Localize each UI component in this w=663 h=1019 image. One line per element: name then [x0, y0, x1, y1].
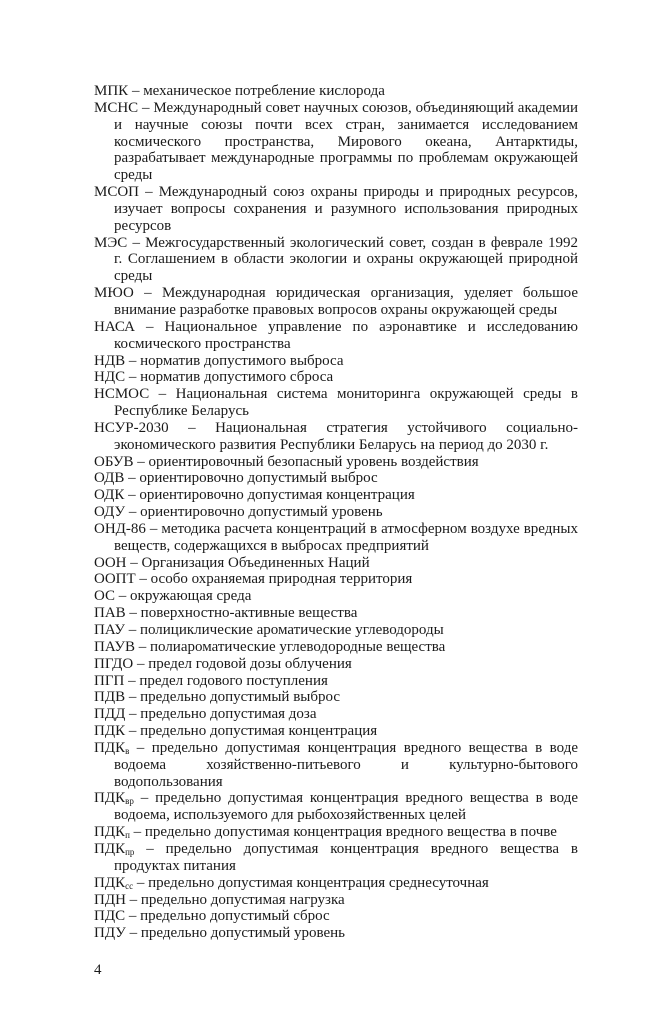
abbreviation-entry — [94, 875, 578, 892]
abbreviation-entry — [94, 622, 578, 639]
dash-separator: – — [127, 234, 146, 251]
abbreviation-term: МПК — [94, 83, 129, 99]
dash-separator: – — [125, 504, 141, 521]
abbreviation-definition: предельно допустимый выброс — [140, 689, 341, 706]
abbreviation-term: ПДВ — [94, 689, 126, 706]
dash-separator: – — [133, 453, 149, 470]
abbreviation-definition: Международная юридическая организация, уделяет большое внимание разработке правовых вопросов охраны окружающей среды — [114, 285, 578, 318]
abbreviation-entry — [94, 740, 578, 791]
abbreviation-entry — [94, 689, 578, 706]
abbreviation-term: ПДК — [94, 874, 126, 891]
abbreviation-entry — [94, 673, 578, 690]
abbreviation-definition: предельно допустимая доза — [140, 706, 317, 723]
abbreviation-term: ООПТ — [94, 571, 136, 588]
abbreviation-definition: норматив допустимого сброса — [140, 369, 334, 386]
dash-separator: – — [115, 588, 131, 605]
abbreviation-entry — [94, 454, 578, 471]
abbreviation-definition: Межгосударственный экологический совет, создан в феврале 1992 г. Соглашением в области экологии и охраны окружающей природной среды — [114, 234, 578, 285]
abbreviation-entry — [94, 420, 578, 454]
abbreviation-definition: ориентировочно допустимый выброс — [139, 470, 378, 487]
abbreviation-entry — [94, 588, 578, 605]
dash-separator: – — [125, 706, 141, 723]
abbreviation-term: НСУР-2030 — [94, 419, 169, 436]
abbreviation-entry — [94, 571, 578, 588]
dash-separator: – — [124, 470, 140, 487]
abbreviation-term: ПДК — [94, 840, 126, 857]
dash-separator: – — [126, 554, 142, 571]
dash-separator: – — [125, 723, 141, 740]
page-number: 4 — [94, 962, 102, 979]
abbreviation-entry — [94, 369, 578, 386]
abbreviation-definition: Организация Объединенных Наций — [141, 554, 370, 571]
abbreviation-term: МСНС — [94, 99, 139, 116]
dash-separator: – — [125, 369, 141, 386]
abbreviation-definition: поверхностно-активные вещества — [140, 605, 358, 622]
abbreviation-subscript: п — [125, 830, 130, 841]
dash-separator: – — [125, 908, 141, 925]
abbreviation-term: ПДС — [94, 908, 126, 925]
abbreviation-definition: предельно допустимая концентрация среднесуточная — [148, 874, 489, 891]
abbreviation-definition: Международный совет научных союзов, объединяющий академии и научные союзы почти всех стран, занимается исследованием космического пространства, Мирового океана, Антарктиды, разрабатывает международные программы по проблемам окружающей среды — [114, 99, 578, 184]
abbreviation-definition: Национальное управление по аэронавтике и исследованию космического пространства — [114, 318, 579, 352]
dash-separator: – — [125, 891, 141, 908]
dash-separator: – — [125, 925, 141, 942]
abbreviation-term: МЭС — [94, 234, 128, 251]
abbreviation-term: ПАУ — [94, 622, 125, 638]
abbreviation-term: ПДК — [94, 723, 126, 740]
abbreviation-entry — [94, 100, 578, 184]
abbreviation-entry — [94, 285, 578, 319]
abbreviation-definition: ориентировочный безопасный уровень воздействия — [148, 453, 479, 470]
abbreviation-entry — [94, 892, 578, 909]
dash-separator: – — [125, 352, 141, 369]
abbreviation-entry — [94, 470, 578, 487]
abbreviation-definition: предельно допустимая концентрация — [140, 723, 378, 740]
abbreviation-term: ПДК — [94, 739, 126, 756]
dash-separator: – — [135, 571, 151, 588]
abbreviation-term: НАСА — [94, 318, 136, 335]
abbreviation-definition: предел годовой дозы облучения — [148, 655, 352, 672]
abbreviation-entry — [94, 555, 578, 572]
abbreviation-definition: ориентировочно допустимая концентрация — [139, 487, 415, 504]
abbreviation-definition: предельно допустимый сброс — [140, 908, 330, 925]
abbreviation-definition: предельно допустимая нагрузка — [140, 891, 345, 908]
abbreviation-subscript: в — [125, 745, 130, 756]
dash-separator: – — [134, 840, 166, 857]
abbreviation-term: ПДН — [94, 891, 126, 908]
abbreviation-entry — [94, 790, 578, 824]
abbreviation-definition: предельно допустимая концентрация вредного вещества в воде водоема, используемого для рыбохозяйственных целей — [114, 790, 578, 824]
dash-separator: – — [124, 672, 140, 689]
abbreviation-definition: механическое потребление кислорода — [143, 83, 385, 99]
abbreviation-entry — [94, 841, 578, 875]
dash-separator: – — [145, 520, 162, 537]
dash-separator: – — [133, 874, 149, 891]
abbreviation-term: ПДУ — [94, 925, 126, 942]
abbreviation-term: ПГП — [94, 672, 125, 689]
dash-separator: – — [129, 824, 145, 841]
abbreviation-term: ПАУВ — [94, 638, 135, 655]
abbreviation-term: ОДК — [94, 487, 125, 504]
dash-separator: – — [135, 318, 165, 335]
dash-separator: – — [125, 605, 141, 622]
abbreviation-definition: методика расчета концентраций в атмосферном воздухе вредных веществ, содержащихся в выбросах предприятий — [114, 520, 578, 554]
abbreviation-definition: предельно допустимый уровень — [140, 925, 346, 942]
abbreviation-term: ОС — [94, 588, 116, 605]
abbreviation-entry — [94, 319, 578, 353]
abbreviation-entry — [94, 184, 578, 235]
abbreviation-definition: окружающая среда — [130, 588, 252, 605]
abbreviation-term: ОДУ — [94, 504, 126, 521]
abbreviation-entry — [94, 824, 578, 841]
abbreviation-entry — [94, 723, 578, 740]
abbreviation-entry — [94, 908, 578, 925]
abbreviation-entry — [94, 504, 578, 521]
dash-separator: – — [138, 99, 154, 116]
abbreviation-term: ПАВ — [94, 605, 126, 622]
abbreviation-term: НДВ — [94, 352, 126, 369]
abbreviation-entry — [94, 706, 578, 723]
abbreviation-term: ПДД — [94, 706, 126, 723]
abbreviation-definition: предельно допустимая концентрация вредного вещества в воде водоема хозяйственно-питьевого и культурно-бытового водопользования — [114, 739, 578, 790]
abbreviation-term: ОНД-86 — [94, 520, 146, 537]
abbreviation-term: ОДВ — [94, 470, 125, 487]
dash-separator: – — [133, 790, 156, 807]
abbreviation-definition: полиароматические углеводородные вещества — [149, 638, 446, 655]
abbreviation-subscript: пр — [125, 846, 135, 857]
abbreviation-term: ПГДО — [94, 655, 134, 672]
dash-separator: – — [133, 285, 162, 302]
abbreviation-subscript: сс — [125, 880, 134, 891]
abbreviation-entry — [94, 353, 578, 370]
dash-separator: – — [124, 622, 140, 638]
abbreviation-term: ООН — [94, 554, 127, 571]
abbreviation-definition: полициклические ароматические углеводороды — [139, 622, 444, 638]
abbreviation-definition: предел годового поступления — [139, 672, 328, 689]
abbreviation-list — [94, 83, 578, 942]
abbreviation-definition: норматив допустимого выброса — [140, 352, 344, 369]
abbreviation-entry — [94, 605, 578, 622]
abbreviation-term: ПДК — [94, 790, 126, 807]
abbreviation-definition: предельно допустимая концентрация вредного вещества в продуктах питания — [114, 840, 578, 874]
dash-separator: – — [124, 487, 140, 504]
dash-separator: – — [168, 419, 216, 436]
dash-separator: – — [125, 689, 141, 706]
abbreviation-definition: Национальная стратегия устойчивого социально-экономического развития Республики Беларусь на период до 2030 г. — [114, 419, 579, 453]
abbreviation-term: НДС — [94, 369, 126, 386]
abbreviation-definition: ориентировочно допустимый уровень — [140, 504, 383, 521]
abbreviation-entry — [94, 235, 578, 286]
abbreviation-entry — [94, 487, 578, 504]
abbreviation-definition: предельно допустимая концентрация вредного вещества в почве — [144, 824, 557, 841]
abbreviation-term: ОБУВ — [94, 453, 134, 470]
abbreviation-definition: особо охраняемая природная территория — [150, 571, 413, 588]
abbreviation-definition: Международный союз охраны природы и природных ресурсов, изучает вопросы сохранения и разумного использования природных ресурсов — [114, 184, 578, 234]
dash-separator: – — [139, 184, 159, 201]
dash-separator: – — [128, 83, 144, 99]
abbreviation-entry — [94, 656, 578, 673]
abbreviation-entry — [94, 386, 578, 420]
dash-separator: – — [134, 638, 150, 655]
dash-separator: – — [149, 386, 176, 403]
abbreviation-entry — [94, 521, 578, 555]
dash-separator: – — [133, 655, 149, 672]
abbreviation-term: МСОП — [94, 184, 140, 201]
abbreviation-term: НСМОС — [94, 386, 150, 403]
abbreviation-term: ПДК — [94, 824, 126, 841]
dash-separator: – — [129, 739, 152, 756]
abbreviation-subscript: вр — [125, 796, 134, 807]
abbreviation-entry — [94, 639, 578, 656]
abbreviation-entry — [94, 925, 578, 942]
abbreviation-entry — [94, 83, 578, 100]
abbreviation-term: МЮО — [94, 285, 134, 302]
abbreviation-definition: Национальная система мониторинга окружающей среды в Республике Беларусь — [114, 386, 578, 420]
